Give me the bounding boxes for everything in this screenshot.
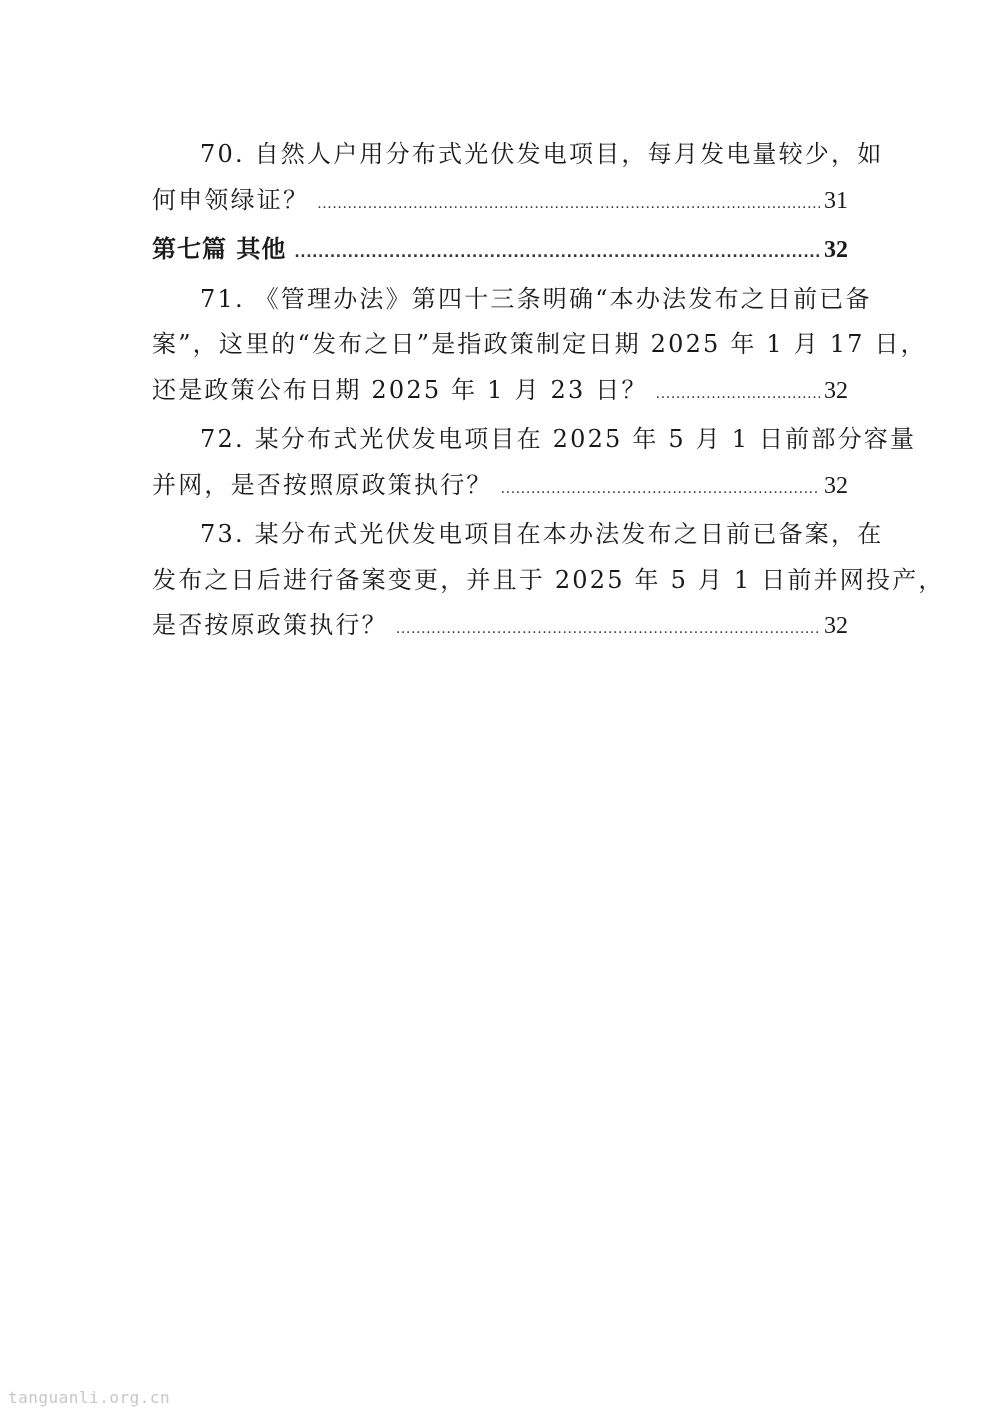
toc-entry-70-text-end: 何申领绿证？: [152, 185, 310, 214]
dot-leader: [501, 467, 820, 513]
toc-entry-73-line-3: [152, 603, 848, 653]
toc-entry-70-page: 31: [824, 187, 848, 214]
toc-entry-72-page: 32: [824, 472, 848, 499]
toc-entry-71-line-3: [152, 368, 848, 418]
toc-entry-70[interactable]: [152, 132, 884, 227]
toc-entry-73-text-end: 是否按原政策执行？: [152, 611, 388, 639]
toc-entry-71[interactable]: [152, 277, 927, 418]
toc-part-7-heading[interactable]: [152, 227, 848, 277]
toc-entry-72-text-end: 并网，是否按照原政策执行？: [152, 470, 493, 499]
watermark-text: tanguanli.org.cn: [8, 1388, 171, 1407]
toc-entry-73-line-1: 73. 某分布式光伏发电项目在本办法发布之日前已备案，在: [200, 520, 884, 548]
toc-entry-71-text-end: 还是政策公布日期 2025 年 1 月 23 日？: [152, 375, 648, 404]
toc-entry-71-page: 32: [824, 377, 848, 404]
toc-entry-72-line-1: 72. 某分布式光伏发电项目在 2025 年 5 月 1 日前部分容量: [200, 425, 917, 453]
dot-leader: [396, 607, 820, 653]
toc-entry-73-line-2: 发布之日后进行备案变更，并且于 2025 年 5 月 1 日前并网投产，: [152, 565, 945, 594]
toc-entry-70-line-1: 70. 自然人户用分布式光伏发电项目，每月发电量较少，如: [200, 140, 884, 168]
dot-leader: [656, 372, 820, 418]
toc-entry-70-line-2: [152, 178, 848, 228]
toc-entry-71-line-1: 71. 《管理办法》第四十三条明确“本办法发布之日前已备: [200, 284, 872, 313]
table-of-contents: [152, 132, 945, 653]
toc-part-7-title: 第七篇 其他: [152, 235, 287, 263]
toc-entry-72[interactable]: [152, 417, 917, 512]
toc-entry-72-line-2: [152, 463, 848, 513]
dot-leader: [294, 231, 820, 277]
toc-part-7-page: 32: [824, 237, 848, 263]
toc-entry-73[interactable]: [152, 512, 945, 653]
toc-entry-71-line-2: 案”，这里的“发布之日”是指政策制定日期 2025 年 1 月 17 日，: [152, 330, 927, 358]
toc-entry-73-page: 32: [824, 613, 848, 639]
dot-leader: [317, 182, 820, 228]
